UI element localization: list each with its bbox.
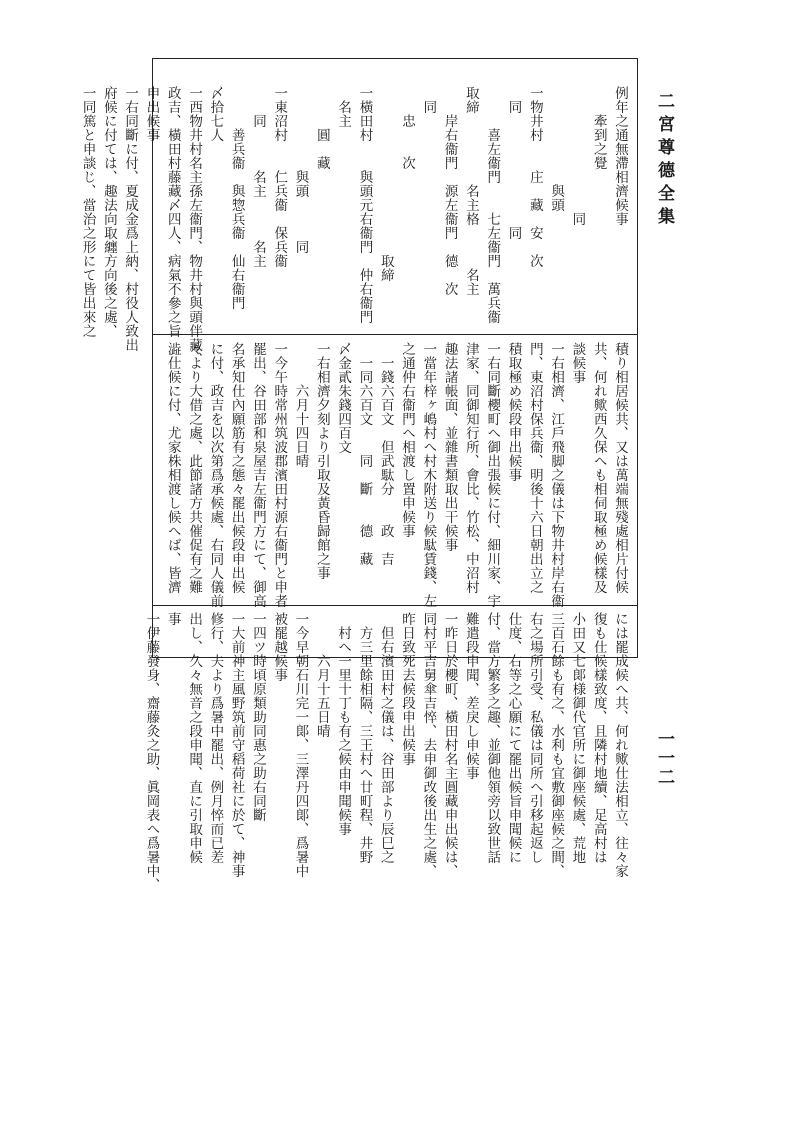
text-column: 三百石餘も有之、水利も宜敷御座候之間、 xyxy=(548,612,565,878)
text-column: 善兵衞 與惣兵衞 仙右衞門 xyxy=(228,86,245,310)
text-column: 一右相濟夕刻より引取及黃昏歸館之事 xyxy=(313,342,330,580)
text-column: 同 名主 名主 xyxy=(249,86,266,268)
text-column: 忠 次 xyxy=(399,86,416,170)
text-column: 趣法諸帳面、並雜書類取出干候事 xyxy=(441,342,458,552)
running-header: 二宮尊德全集 xyxy=(654,92,674,230)
text-column: 六月十五日晴 xyxy=(313,612,330,738)
text-column: 例年之通無滯相濟候事 xyxy=(612,86,628,226)
text-column: 一昨日於櫻町、橫田村名主圓藏申出候は、 xyxy=(441,612,458,878)
text-column: 名承知仕內願筋有之態々罷出候段申出候 xyxy=(228,342,245,594)
text-column: 但右濱田村之儀は、谷田部より辰巳之 xyxy=(377,612,394,864)
band-divider-2 xyxy=(152,605,638,606)
text-column: 一今午時常州筑波郡濱田村源右衞門と申者 xyxy=(271,342,288,608)
text-column: 復も仕候樣致度、且隣村地續、足高村は xyxy=(590,612,607,864)
text-band-bottom xyxy=(143,612,630,892)
text-column: 出し、久々無音之段申聞、直に引取申候 xyxy=(186,612,203,864)
text-column: 之通仲右衞門へ相渡し置申候事 xyxy=(399,342,416,538)
text-column: 門、東沼村保兵衞、明後十六日朝出立之 xyxy=(526,342,543,594)
text-column: 小田又七郞様御代官所に御座候處、荒地 xyxy=(569,612,586,864)
text-column: 共、何れ歟西久保へも相伺取極め候樣及 xyxy=(590,342,607,594)
text-column: 一四ツ時頃原類助同惠之助右同斷 xyxy=(249,612,266,822)
text-column: 一錢六百文 但武駄分 政 吉 xyxy=(377,342,394,566)
text-column: 〆金貳朱錢四百文 xyxy=(335,342,352,454)
text-column: 同 xyxy=(420,86,437,114)
text-column: 取締 名主格 名主 xyxy=(462,86,479,296)
text-column: 府候に付ては、趣法向取纏方向後之處、 xyxy=(100,86,117,338)
text-column: 一右相濟、江戶飛脚之儀は下物井村岸右衞 xyxy=(548,342,565,608)
text-column: 積取極め候段申出候事 xyxy=(505,342,522,482)
text-column: 申出候事 xyxy=(143,86,160,142)
text-column: 積り相居候共、又は萬端無殘處相片付候 xyxy=(612,342,628,594)
text-column: 談候事 xyxy=(569,342,586,384)
text-column: 同 同 xyxy=(505,86,522,240)
text-column: 〆拾七人 xyxy=(207,86,224,142)
text-column: 難遣段申聞、差戾し申候事 xyxy=(462,612,479,780)
text-column: に付、政吉を以次第爲承候處、右同人儀前 xyxy=(207,342,224,608)
text-column: 一右同斷櫻町へ御出張候に付、細川家、宇 xyxy=(484,342,501,608)
text-column: 一當年梓ヶ嶋村へ村木附送り候駄賃錢、左 xyxy=(420,342,437,608)
text-column: 取締 xyxy=(377,86,394,282)
text-column: 與頭 xyxy=(548,86,565,212)
text-column: 々より大借之處、此節諸方共催促有之難 xyxy=(186,342,203,594)
text-column: 岸右衞門 源左衞門 德 次 xyxy=(441,86,458,296)
text-column: 被罷越候事 xyxy=(271,612,288,682)
text-band-middle xyxy=(158,342,630,608)
page-number: 一一二 xyxy=(654,730,674,787)
text-column: 一大前神主風野筑前守稻荷社に於て、神事 xyxy=(228,612,245,878)
text-column: 牽到之覺 xyxy=(590,86,607,170)
text-column: 一東沼村 仁兵衞 保兵衞 xyxy=(271,86,288,268)
text-column: 付、當方繁多之趣、並御他領旁以致世話 xyxy=(484,612,501,864)
text-column: 名主 xyxy=(335,86,352,128)
text-column: 一同六百文 同 斷 德 藏 xyxy=(356,342,373,566)
text-column: 一今早朝石川完一郞、三澤丹四郞、爲暑中 xyxy=(292,612,309,878)
text-column: 同 xyxy=(569,86,586,226)
text-column: には罷成候へ共、何れ歟仕法相立、往々家 xyxy=(612,612,628,878)
band-divider-1 xyxy=(152,334,638,335)
text-column: 一西物井村名主孫左衞門、物井村與頭伴藏、 xyxy=(186,86,203,366)
text-column: 村へ一里十丁も有之候由申聞候事 xyxy=(335,612,352,836)
text-column: 政吉、橫田村藤藏〆四人、病氣不參之旨 xyxy=(164,86,181,338)
text-column: 一橫田村 與頭元右衞門 仲右衞門 xyxy=(356,86,373,324)
text-column: 事 xyxy=(164,612,181,626)
text-column: 津家、同御知行所、會比、竹松、中沼村 xyxy=(462,342,479,594)
text-column: 一右同斷に付、夏成金爲上納、村役人致出 xyxy=(122,86,139,352)
text-column: 昨日致死去候段申出候事 xyxy=(399,612,416,766)
text-column: 一伊藤發身、齋藤灸之助、眞岡表へ爲暑中、 xyxy=(143,612,160,892)
text-column: 方三里餘相隔、三王村へ廿町程、井野 xyxy=(356,612,373,864)
text-column: 罷出、谷田部和泉屋吉左衞門方にて、御高 xyxy=(249,342,266,608)
text-column: 修行、夫より爲暑中罷出、例月悴而已差 xyxy=(207,612,224,864)
text-column: 一物井村 庄 藏 安 次 xyxy=(526,86,543,268)
text-column: 圓 藏 xyxy=(313,86,330,170)
text-column: 同村平吉舅傘吉悴、去申御改後出生之處、 xyxy=(420,612,437,878)
text-column: 右之場所引受、私儀は同所へ引移起返し xyxy=(526,612,543,864)
text-column: 澁仕候に付、尤家株相渡し候へば、皆濟 xyxy=(164,342,181,594)
text-column: 一同篤と申談じ、當治之形にて皆出來之 xyxy=(79,86,96,338)
text-column: 仕度、右等之心願にて罷出候旨申聞候に xyxy=(505,612,522,864)
text-column: 六月十四日晴 xyxy=(292,342,309,468)
text-column: 喜左衞門 七左衞門 萬兵衞 xyxy=(484,86,501,324)
text-column: 與頭 同 xyxy=(292,86,309,254)
